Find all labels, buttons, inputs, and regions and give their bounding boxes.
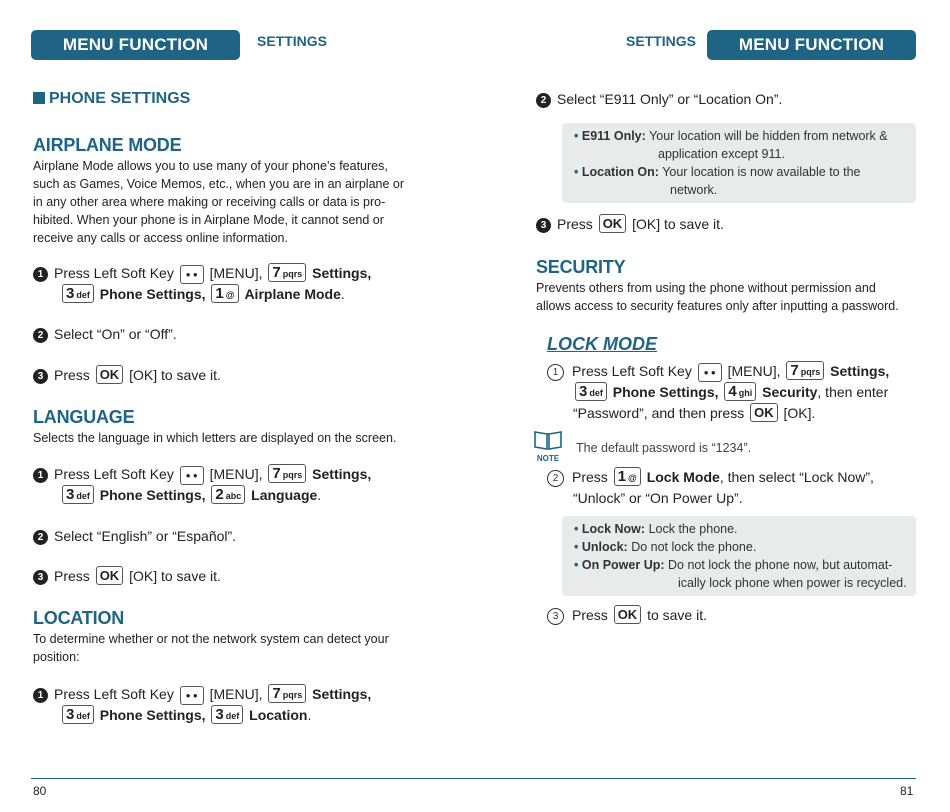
step-text: Press bbox=[54, 568, 90, 584]
location-options-box: • E911 Only: Your location will be hidden from network & application except 911. • Location On: Your location is now available to the network. bbox=[562, 123, 916, 203]
square-bullet-icon bbox=[33, 92, 45, 104]
right-settings-label: SETTINGS bbox=[626, 33, 697, 49]
airplane-step-1: 1 Press Left Soft Key ● ● [MENU], 7 pqrs Settings, 3 def Phone Settings, 1 @ Airplane Mode. bbox=[33, 263, 371, 305]
para-line: such as Games, Voice Memos, etc., when you are in an airplane or bbox=[33, 177, 405, 191]
step-number-1: 1 bbox=[33, 468, 48, 483]
step-text: [OK] to save it. bbox=[129, 367, 221, 383]
language-step-3 bbox=[33, 566, 221, 587]
airplane-step-3 bbox=[33, 365, 221, 386]
phone-settings-title: PHONE SETTINGS bbox=[49, 90, 191, 107]
step-text: Select “E911 Only” or “Location On”. bbox=[557, 91, 783, 107]
left-menu-function-tab: MENU FUNCTION bbox=[31, 30, 240, 60]
step-text: “Unlock” or “On Power Up”. bbox=[573, 490, 743, 506]
left-settings-label: SETTINGS bbox=[257, 33, 328, 49]
location-label: Location bbox=[249, 707, 308, 723]
lock-step-2 bbox=[547, 467, 874, 509]
location-step-1: 1 Press Left Soft Key ● ● [MENU], 7 pqrs Settings, 3 def Phone Settings, 3 def Location. bbox=[33, 684, 371, 726]
step-number-3: 3 bbox=[33, 570, 48, 585]
step-text: , then select “Lock Now”, bbox=[719, 469, 874, 485]
option-text: ically lock phone when power is recycled. bbox=[678, 576, 907, 590]
note-text: The default password is “1234”. bbox=[576, 441, 752, 455]
language-title: LANGUAGE bbox=[33, 407, 135, 427]
key-4-icon: 4 ghi bbox=[724, 382, 756, 401]
para-line: in any other area where making or receiving calls or data is pro- bbox=[33, 195, 386, 209]
key-2-icon: 2 abc bbox=[211, 485, 245, 504]
key-7-icon: 7 pqrs bbox=[268, 684, 306, 703]
step-text: [OK] to save it. bbox=[129, 568, 221, 584]
right-page-number: 81 bbox=[900, 784, 914, 798]
option-text: Your location will be hidden from network & bbox=[649, 129, 888, 143]
phone-settings-label: Phone Settings, bbox=[612, 384, 719, 400]
step-text: “Password”, and then press bbox=[573, 405, 745, 421]
step-text: Press bbox=[572, 469, 608, 485]
step-text: Select “On” or “Off”. bbox=[54, 326, 177, 342]
step-text: Press Left Soft Key bbox=[54, 466, 174, 482]
on-power-up-label: On Power Up: bbox=[581, 558, 665, 572]
step-text: [OK]. bbox=[783, 405, 816, 421]
step-text: Press bbox=[54, 367, 90, 383]
lock-mode-label: Lock Mode bbox=[646, 469, 720, 485]
step-text: to save it. bbox=[647, 607, 707, 623]
step-text: Press Left Soft Key bbox=[572, 363, 692, 379]
option-text: Do not lock the phone. bbox=[631, 540, 757, 554]
airplane-mode-description bbox=[33, 157, 404, 247]
key-3-icon: 3 def bbox=[62, 705, 94, 724]
location-description bbox=[33, 630, 389, 666]
step-number-3: 3 bbox=[536, 218, 551, 233]
lock-now-label: Lock Now: bbox=[581, 522, 646, 536]
ok-key-icon: OK bbox=[96, 566, 124, 585]
para-line: position: bbox=[33, 650, 80, 664]
lock-step-1 bbox=[547, 361, 889, 424]
language-step-1: 1 Press Left Soft Key ● ● [MENU], 7 pqrs Settings, 3 def Phone Settings, 2 abc Language. bbox=[33, 464, 371, 506]
step-number-3: 3 bbox=[547, 608, 564, 625]
step-number-2: 2 bbox=[547, 470, 564, 487]
step-text: [MENU], bbox=[727, 363, 781, 379]
para-line: hibited. When your phone is in Airplane Mode, it cannot send or bbox=[33, 213, 384, 227]
step-text: [OK] to save it. bbox=[632, 216, 724, 232]
para-line: allows access to security features only after inputting a password. bbox=[536, 299, 899, 313]
left-soft-key-icon: ● ● bbox=[180, 686, 204, 705]
key-1-icon: 1 @ bbox=[614, 467, 641, 486]
airplane-mode-label: Airplane Mode bbox=[244, 286, 341, 302]
step-number-1: 1 bbox=[33, 267, 48, 282]
para-line: To determine whether or not the network system can detect your bbox=[33, 632, 389, 646]
left-soft-key-icon: ● ● bbox=[180, 466, 204, 485]
phone-settings-heading bbox=[33, 90, 190, 108]
step-text: [MENU], bbox=[209, 466, 263, 482]
phone-settings-label: Phone Settings, bbox=[99, 707, 206, 723]
ok-key-icon: OK bbox=[96, 365, 124, 384]
e911-only-label: E911 Only: bbox=[581, 129, 646, 143]
option-text: application except 911. bbox=[658, 147, 785, 161]
step-number-1: 1 bbox=[547, 364, 564, 381]
para-line: receive any calls or access online information. bbox=[33, 231, 288, 245]
note-icon bbox=[533, 429, 563, 463]
footer-rule bbox=[31, 778, 916, 779]
security-description bbox=[536, 279, 899, 315]
step-number-3: 3 bbox=[33, 369, 48, 384]
phone-settings-label: Phone Settings, bbox=[99, 286, 206, 302]
key-1-icon: 1 @ bbox=[211, 284, 238, 303]
option-text: network. bbox=[670, 183, 718, 197]
security-title: SECURITY bbox=[536, 257, 626, 277]
right-menu-function-tab: MENU FUNCTION bbox=[707, 30, 916, 60]
step-number-2: 2 bbox=[33, 328, 48, 343]
left-soft-key-icon: ● ● bbox=[180, 265, 204, 284]
airplane-step-2 bbox=[33, 324, 177, 345]
phone-settings-label: Phone Settings, bbox=[99, 487, 206, 503]
location-step-2 bbox=[536, 89, 782, 110]
unlock-label: Unlock: bbox=[581, 540, 628, 554]
airplane-mode-title: AIRPLANE MODE bbox=[33, 135, 182, 155]
security-label: Security bbox=[762, 384, 818, 400]
step-text: Press bbox=[557, 216, 593, 232]
option-text: Do not lock the phone now, but automat- bbox=[668, 558, 893, 572]
step-number-1: 1 bbox=[33, 688, 48, 703]
key-7-icon: 7 pqrs bbox=[786, 361, 824, 380]
step-text: [MENU], bbox=[209, 265, 263, 281]
ok-key-icon: OK bbox=[750, 403, 778, 422]
language-description: Selects the language in which letters are displayed on the screen. bbox=[33, 431, 397, 445]
key-3-icon: 3 def bbox=[575, 382, 607, 401]
step-text: , then enter bbox=[817, 384, 889, 400]
step-text: Select “English” or “Español”. bbox=[54, 528, 237, 544]
key-7-icon: 7 pqrs bbox=[268, 464, 306, 483]
language-step-2 bbox=[33, 526, 236, 547]
location-step-3 bbox=[536, 214, 724, 235]
step-text: Press Left Soft Key bbox=[54, 686, 174, 702]
lock-step-3 bbox=[547, 605, 707, 626]
settings-label: Settings, bbox=[312, 265, 372, 281]
option-text: Your location is now available to the bbox=[662, 165, 861, 179]
para-line: Prevents others from using the phone without permission and bbox=[536, 281, 876, 295]
step-number-2: 2 bbox=[33, 530, 48, 545]
left-soft-key-icon: ● ● bbox=[698, 363, 722, 382]
key-7-icon: 7 pqrs bbox=[268, 263, 306, 282]
settings-label: Settings, bbox=[312, 686, 372, 702]
ok-key-icon: OK bbox=[599, 214, 627, 233]
ok-key-icon: OK bbox=[614, 605, 642, 624]
language-label: Language bbox=[251, 487, 318, 503]
key-3-icon: 3 def bbox=[211, 705, 243, 724]
step-text: Press bbox=[572, 607, 608, 623]
settings-label: Settings, bbox=[830, 363, 890, 379]
lock-options-box: • Lock Now: Lock the phone. • Unlock: Do not lock the phone. • On Power Up: Do not lock the phone now, but automat- ically lock phone when power is recycled. bbox=[562, 516, 916, 596]
para-line: Airplane Mode allows you to use many of your phone’s features, bbox=[33, 159, 388, 173]
option-text: Lock the phone. bbox=[648, 522, 738, 536]
key-3-icon: 3 def bbox=[62, 284, 94, 303]
lock-mode-title: LOCK MODE bbox=[547, 334, 657, 354]
key-3-icon: 3 def bbox=[62, 485, 94, 504]
settings-label: Settings, bbox=[312, 466, 372, 482]
step-number-2: 2 bbox=[536, 93, 551, 108]
location-title: LOCATION bbox=[33, 608, 125, 628]
left-page-number: 80 bbox=[33, 784, 47, 798]
step-text: [MENU], bbox=[209, 686, 263, 702]
note-label: NOTE bbox=[536, 454, 560, 463]
location-on-label: Location On: bbox=[581, 165, 659, 179]
step-text: Press Left Soft Key bbox=[54, 265, 174, 281]
